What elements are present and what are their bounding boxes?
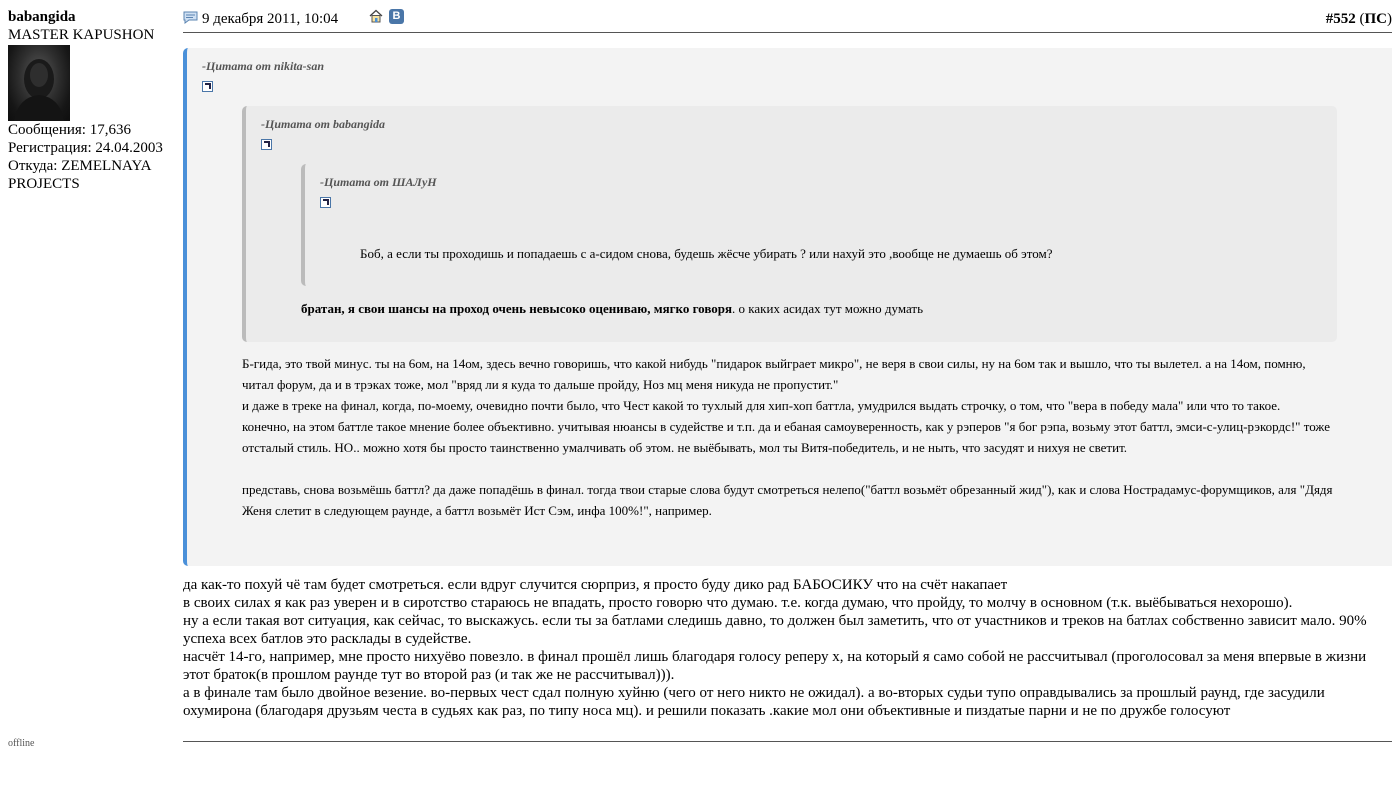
quote-inner-text: Боб, а если ты проходишь и попадаешь с а-сидом снова, будешь жёсче убирать ? или нахуй это ,вообще не думаешь об этом? bbox=[360, 246, 1053, 261]
post-date: 9 декабря 2011, 10:04 bbox=[202, 11, 339, 27]
user-title: MASTER KAPUSHON bbox=[8, 27, 155, 43]
online-status: offline bbox=[8, 738, 35, 749]
post-header bbox=[183, 8, 1392, 33]
user-post-count: Сообщения: 17,636 bbox=[8, 122, 131, 138]
post-paragraph: насчёт 14-го, например, мне просто нихуёво повезло. в финал прошёл лишь благодаря голосу реперу х, на который я само собой не рассчитывал (проголосовал за меня впервые в жизни этот браток(в прошлом раунде тут во второй раз (и так же не рассчитывал))). bbox=[183, 649, 1367, 683]
post-number: #552 (ПС) bbox=[1325, 11, 1392, 27]
quote-inner-link-icon[interactable] bbox=[320, 197, 331, 208]
post-divider bbox=[183, 741, 1392, 742]
quote-middle-author: -Цитата от babangida bbox=[261, 117, 386, 131]
quote-middle-bold: братан, я свои шансы на проход очень невысоко оцениваю, мягко говоря bbox=[301, 301, 733, 316]
quote-inner-author: -Цитата от ШАЛуН bbox=[320, 175, 437, 189]
quote-middle-link-icon[interactable] bbox=[261, 139, 272, 150]
home-icon[interactable] bbox=[369, 9, 383, 23]
quote-inner bbox=[301, 164, 1337, 286]
post-body bbox=[183, 576, 1392, 720]
user-location: Откуда: ZEMELNAYA PROJECTS bbox=[8, 158, 151, 192]
quote-outer-paragraph: Б-гида, это твой минус. ты на 6ом, на 14ом, здесь вечно говоришь, что какой нибудь "пидарок выйграет микро", не веря в свои силы, ну на 6ом так и вышло, что ты вылетел. а на 14ом, помню, читал форум, да и в трэках тоже, мол "вряд ли я куда то дальше пройду, Ноз мц меня никуда не пропустит." bbox=[242, 356, 1306, 392]
post-number-link[interactable]: #552 bbox=[1325, 11, 1356, 27]
post-paragraph: ну а если такая вот ситуация, как сейчас, то выскажусь. если ты за батлами следишь давно, то должен был заметить, что от участников и треков на батлах собственно зависит мало. 90% успеха всех батлов это расклады в судействе. bbox=[183, 613, 1367, 647]
post-paragraph: да как-то похуй чё там будет смотреться. если вдруг случится сюрприз, я просто буду дико рад БАБОСИКУ что на счёт накапает bbox=[183, 577, 1008, 593]
user-registration: Регистрация: 24.04.2003 bbox=[8, 140, 163, 156]
quote-outer-paragraph: и даже в треке на финал, когда, по-моему, очевидно почти было, что Чест какой то тухлый для хип-хоп баттла, умудрился выдать строчку, о том, что "вера в победу мала" или что то такое. bbox=[242, 398, 1281, 413]
vk-icon[interactable]: В bbox=[389, 9, 404, 24]
avatar bbox=[8, 45, 70, 121]
quote-outer-paragraph: представь, снова возьмёшь баттл? да даже попадёшь в финал. тогда твои старые слова будут смотреться нелепо("баттл возьмёт обрезанный жид"), как и слова Нострадамус-форумщиков, аля "Дядя Женя слетит в следующем раунде, а баттл возьмёт Ист Сэм, инфа 100%!", например. bbox=[242, 482, 1333, 518]
quote-outer-text bbox=[242, 353, 1334, 521]
user-panel bbox=[8, 8, 178, 193]
post-icon bbox=[183, 11, 198, 24]
post-ps-link[interactable]: ПС bbox=[1364, 11, 1387, 27]
post-paragraph: в своих силах я как раз уверен и в сиротство стараюсь не впадать, просто говорю что думаю. т.е. когда думаю, что пройду, то молчу в основном (т.к. выёбываться нехорошо). bbox=[183, 595, 1293, 611]
post-paragraph: а в финале там было двойное везение. во-первых чест сдал полную хуйню (чего от него никто не ожидал). а во-вторых судьи тупо оправдывались за прошлый раунд, где засудили охумирона (благодаря друзьям честа в судьях как раз, по типу носа мц). и решили показать .какие мол они объективные и пиздатые парни и не по дружбе голосуют bbox=[183, 685, 1325, 719]
quote-outer-paragraph: конечно, на этом баттле такое мнение более объективно. учитывая нюансы в судействе и т.п. да и ебаная самоуверенность, как у рэперов "я бог рэпа, возьму этот баттл, эмси-с-улиц-рэкордс!" тоже отсталый стиль. НО.. можно хотя бы просто таинственно умалчивать об этом. не выёбывать, мол ты Витя-победитель, и не ныть, что засудят и нихуя не светит. bbox=[242, 419, 1330, 455]
username-link[interactable]: babangida bbox=[8, 9, 76, 25]
quote-middle-text bbox=[301, 298, 1321, 319]
quote-middle-rest: . о каких асидах тут можно думать bbox=[732, 301, 923, 316]
quote-outer-author: -Цитата от nikita-san bbox=[202, 59, 325, 73]
quote-outer-link-icon[interactable] bbox=[202, 81, 213, 92]
